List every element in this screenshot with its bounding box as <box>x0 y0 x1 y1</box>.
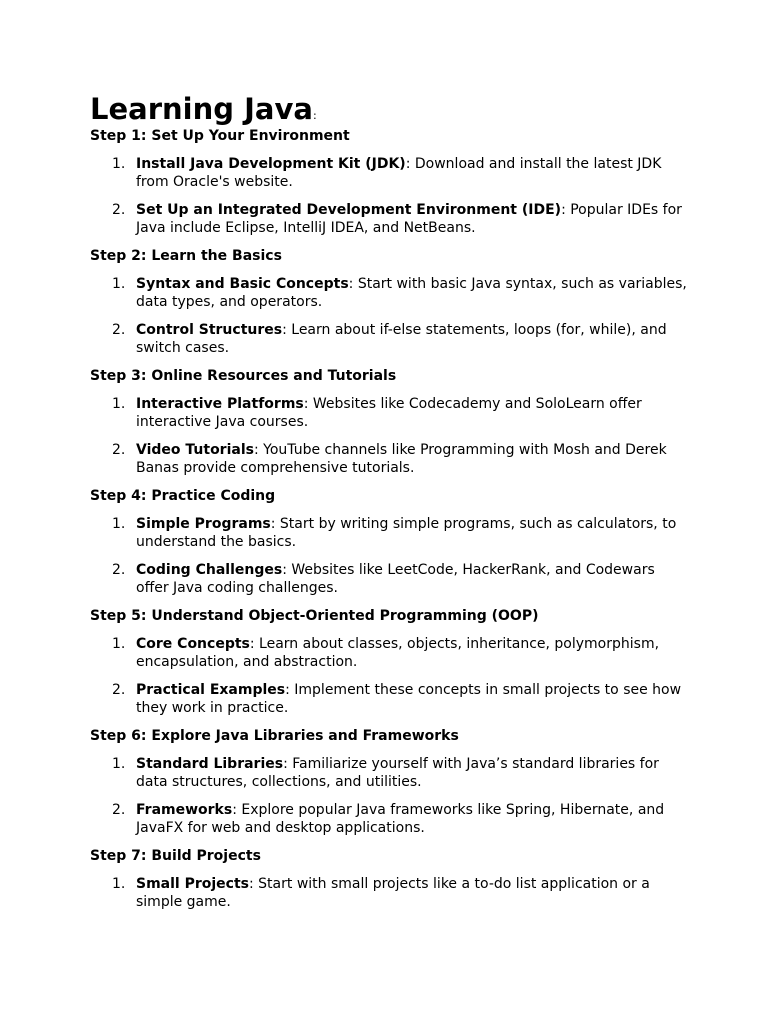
list-item <box>90 201 690 237</box>
step-list <box>90 875 690 911</box>
item-text: : Learn about classes, objects, inheritance, polymorphism, encapsulation, and abstraction. <box>136 636 660 670</box>
item-text: : Websites like LeetCode, HackerRank, and Codewars offer Java coding challenges. <box>136 562 655 596</box>
list-item <box>90 801 690 837</box>
item-number: 1. <box>112 156 126 172</box>
list-item <box>90 561 690 597</box>
item-text: : Start by writing simple programs, such as calculators, to understand the basics. <box>136 516 677 550</box>
step-section <box>90 247 690 357</box>
item-number: 1. <box>112 396 126 412</box>
item-number: 2. <box>112 202 126 218</box>
item-term: Install Java Development Kit (JDK) <box>136 156 406 172</box>
list-item <box>90 515 690 551</box>
step-section <box>90 727 690 837</box>
item-number: 2. <box>112 802 126 818</box>
item-term: Coding Challenges <box>136 562 283 578</box>
step-list <box>90 155 690 237</box>
item-text: : Implement these concepts in small projects to see how they work in practice. <box>136 682 682 716</box>
item-text: : YouTube channels like Programming with Mosh and Derek Banas provide comprehensive tutorials. <box>136 442 667 476</box>
title-text: Learning Java <box>90 92 313 126</box>
item-number: 1. <box>112 276 126 292</box>
item-term: Standard Libraries <box>136 756 284 772</box>
document-title <box>90 91 690 127</box>
item-text: : Download and install the latest JDK from Oracle's website. <box>136 156 662 190</box>
list-item <box>90 275 690 311</box>
list-item <box>90 875 690 911</box>
item-term: Control Structures <box>136 322 283 338</box>
step-section <box>90 847 690 911</box>
item-number: 1. <box>112 876 126 892</box>
item-term: Core Concepts <box>136 636 250 652</box>
item-text: : Explore popular Java frameworks like Spring, Hibernate, and JavaFX for web and desktop applications. <box>136 802 665 836</box>
step-heading: Step 4: Practice Coding <box>90 488 276 504</box>
step-list <box>90 395 690 477</box>
item-term: Small Projects <box>136 876 249 892</box>
list-item <box>90 755 690 791</box>
item-text: : Familiarize yourself with Java’s standard libraries for data structures, collections, and utilities. <box>136 756 659 790</box>
step-list <box>90 635 690 717</box>
item-text: : Learn about if-else statements, loops (for, while), and switch cases. <box>136 322 667 356</box>
step-section <box>90 487 690 597</box>
item-term: Set Up an Integrated Development Environment (IDE) <box>136 202 562 218</box>
item-number: 1. <box>112 636 126 652</box>
list-item <box>90 395 690 431</box>
item-text: : Websites like Codecademy and SoloLearn offer interactive Java courses. <box>136 396 642 430</box>
item-number: 2. <box>112 562 126 578</box>
list-item <box>90 635 690 671</box>
list-item <box>90 681 690 717</box>
item-term: Interactive Platforms <box>136 396 304 412</box>
step-heading: Step 6: Explore Java Libraries and Frameworks <box>90 728 459 744</box>
item-term: Frameworks <box>136 802 233 818</box>
step-list <box>90 515 690 597</box>
step-heading: Step 1: Set Up Your Environment <box>90 128 350 144</box>
step-section <box>90 127 690 237</box>
step-heading: Step 3: Online Resources and Tutorials <box>90 368 397 384</box>
item-number: 2. <box>112 322 126 338</box>
step-list <box>90 275 690 357</box>
item-number: 1. <box>112 756 126 772</box>
item-term: Video Tutorials <box>136 442 254 458</box>
step-section <box>90 607 690 717</box>
item-text: : Start with basic Java syntax, such as variables, data types, and operators. <box>136 276 687 310</box>
list-item <box>90 321 690 357</box>
step-section <box>90 367 690 477</box>
item-text: : Popular IDEs for Java include Eclipse, IntelliJ IDEA, and NetBeans. <box>136 202 682 236</box>
item-number: 2. <box>112 682 126 698</box>
item-number: 1. <box>112 516 126 532</box>
title-suffix: : <box>312 109 317 122</box>
step-list <box>90 755 690 837</box>
list-item <box>90 155 690 191</box>
item-term: Practical Examples <box>136 682 286 698</box>
step-heading: Step 2: Learn the Basics <box>90 248 282 264</box>
item-text: : Start with small projects like a to-do list application or a simple game. <box>136 876 650 910</box>
item-term: Simple Programs <box>136 516 271 532</box>
list-item <box>90 441 690 477</box>
step-heading: Step 7: Build Projects <box>90 848 261 864</box>
document-page <box>90 91 690 911</box>
step-heading: Step 5: Understand Object-Oriented Programming (OOP) <box>90 608 539 624</box>
item-number: 2. <box>112 442 126 458</box>
item-term: Syntax and Basic Concepts <box>136 276 349 292</box>
